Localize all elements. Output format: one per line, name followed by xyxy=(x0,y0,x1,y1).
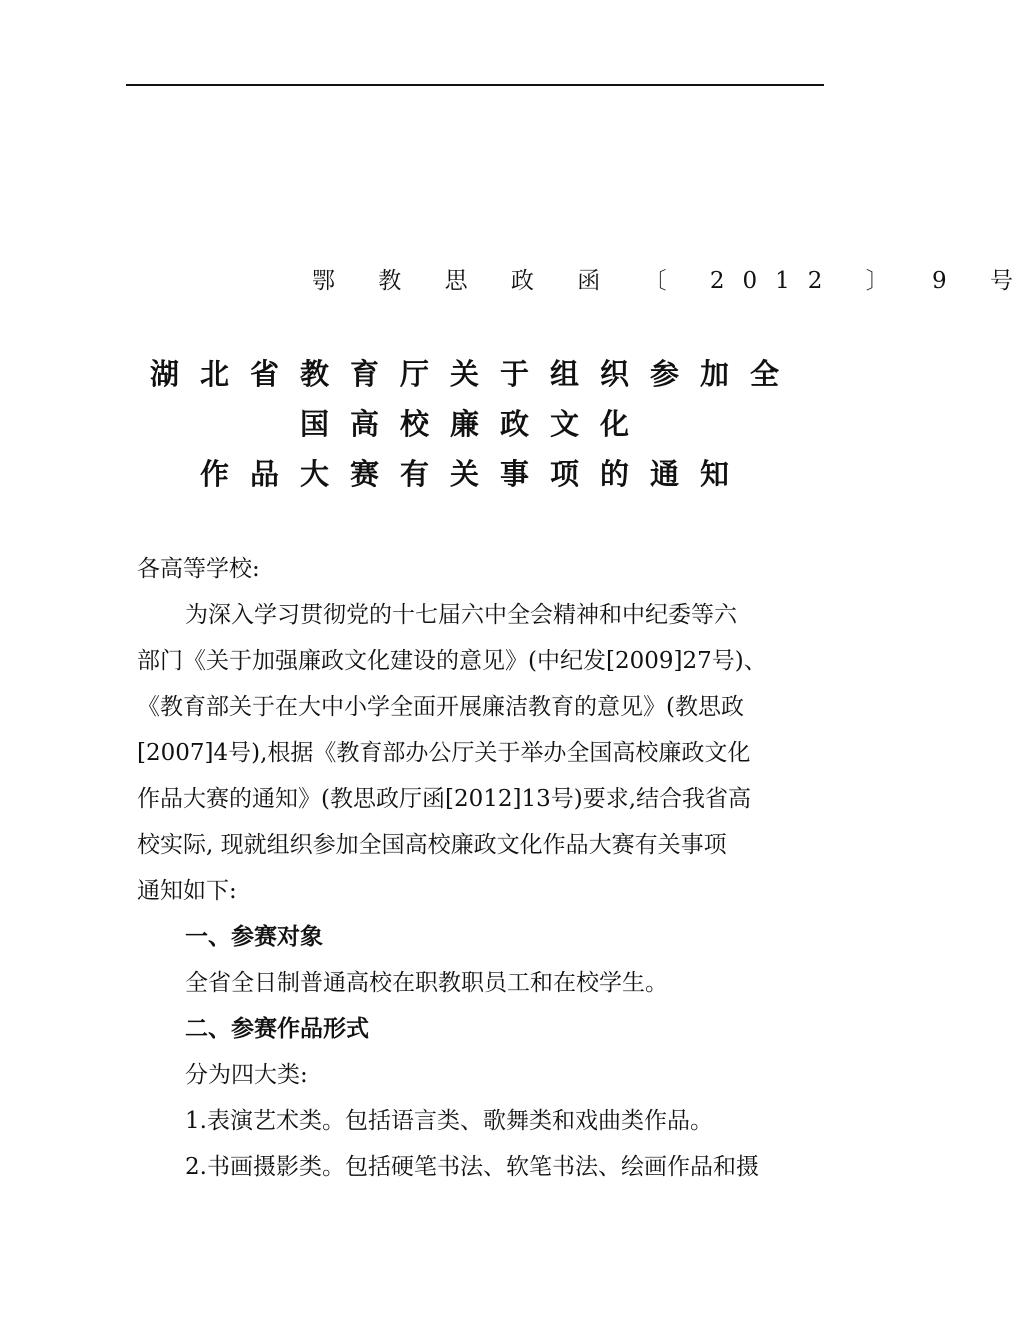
section-intro-work-forms: 分为四大类: xyxy=(185,1062,308,1088)
document-body xyxy=(137,546,817,1190)
intro-line-1: 为深入学习贯彻党的十七届六中全会精神和中纪委等六 xyxy=(185,602,737,628)
header-rule xyxy=(126,84,824,86)
section-heading-participants: 一、参赛对象 xyxy=(185,924,323,950)
section-text-participants: 全省全日制普通高校在职教职员工和在校学生。 xyxy=(185,970,668,996)
section-heading-work-forms: 二、参赛作品形式 xyxy=(185,1016,369,1042)
list-item-calligraphy-photography: 2.书画摄影类。包括硬笔书法、软笔书法、绘画作品和摄 xyxy=(185,1154,759,1180)
intro-line-2: 部门《关于加强廉政文化建设的意见》(中纪发[2009]27号)、 xyxy=(137,648,767,674)
intro-line-5: 作品大赛的通知》(教思政厅函[2012]13号)要求,结合我省高 xyxy=(137,786,752,812)
intro-line-6: 校实际, 现就组织参加全国高校廉政文化作品大赛有关事项 xyxy=(137,832,727,858)
intro-line-7: 通知如下: xyxy=(137,878,237,904)
title-line-1: 湖北省教育厅关于组织参加全 xyxy=(149,357,800,391)
list-item-performing-arts: 1.表演艺术类。包括语言类、歌舞类和戏曲类作品。 xyxy=(185,1108,713,1134)
intro-line-4: [2007]4号),根据《教育部办公厅关于举办全国高校廉政文化 xyxy=(137,740,751,766)
title-line-3: 作品大赛有关事项的通知 xyxy=(199,457,750,491)
title-line-2: 国高校廉政文化 xyxy=(299,407,650,441)
intro-line-3: 《教育部关于在大中小学全面开展廉洁教育的意见》(教思政 xyxy=(137,694,744,720)
salutation: 各高等学校: xyxy=(137,556,260,582)
document-number: 鄂 教 思 政 函 〔 2012 〕 9 号 xyxy=(312,268,1031,294)
